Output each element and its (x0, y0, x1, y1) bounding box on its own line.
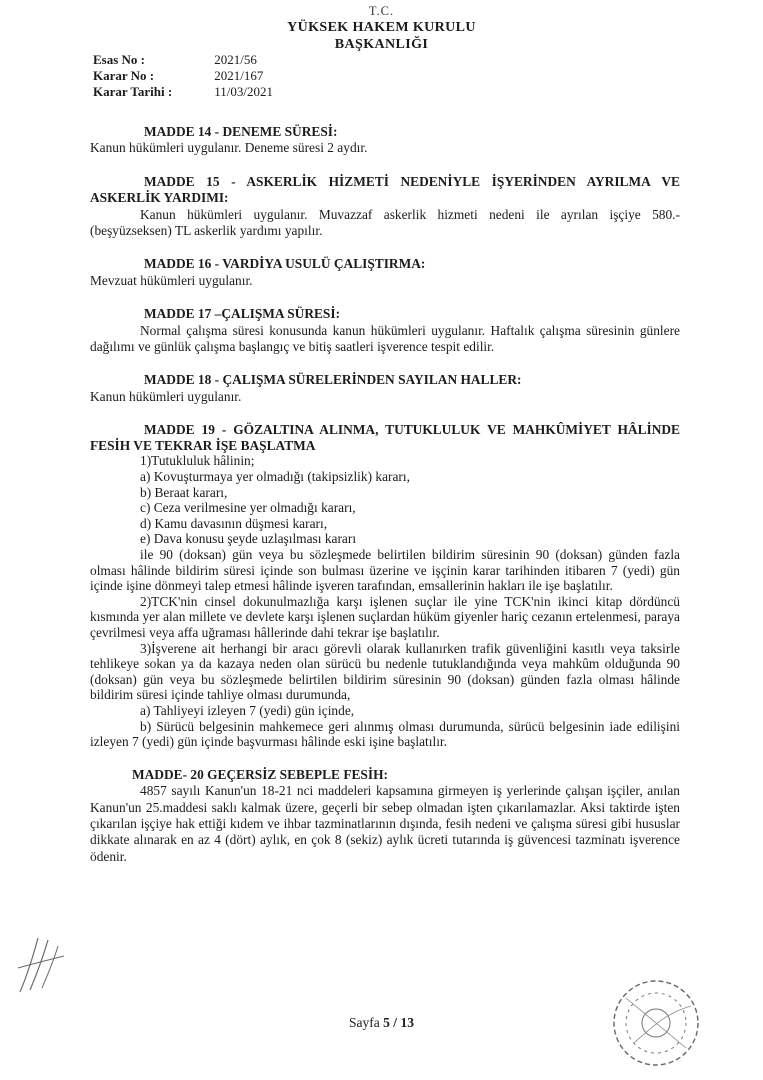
list-item: a) Kovuşturmaya yer olmadığı (takipsizlik) kararı, (140, 469, 410, 485)
page-label: Sayfa (349, 1015, 380, 1030)
list-item: e) Dava konusu şeyde uzlaşılması kararı (140, 531, 357, 547)
article-19-item-b: b) Sürücü belgesinin mahkemece geri alınmış olması durumunda, sürücü belgesinin iade edilişini izleyen 7 (yedi) gün içinde başvurması hâlinde eski işine başlatılır. (90, 718, 680, 750)
article-16 (90, 256, 680, 289)
esas-value: 2021/56 (214, 52, 257, 67)
esas-row (93, 52, 273, 68)
article-20 (90, 767, 680, 865)
article-20-title: MADDE- 20 GEÇERSİZ SEBEPLE FESİH: (132, 766, 388, 782)
article-18-title: MADDE 18 - ÇALIŞMA SÜRELERİNDEN SAYILAN HALLER: (144, 372, 522, 388)
country-label: T.C. (368, 4, 395, 18)
document-header (0, 4, 763, 53)
tarih-row (93, 84, 273, 100)
article-17-body: Normal çalışma süresi konusunda kanun hükümleri uygulanır. Haftalık çalışma süresinin günlere dağılımı ve günlük çalışma başlangıç ve bitiş saatleri işverence tespit edilir. (90, 322, 680, 355)
tarih-value: 11/03/2021 (214, 84, 273, 99)
page-current: 5 (383, 1015, 390, 1030)
karar-value: 2021/167 (214, 68, 264, 83)
article-19-list (140, 469, 680, 547)
article-19-intro: 1)Tutukluluk hâlinin; (140, 453, 255, 469)
article-14-title: MADDE 14 - DENEME SÜRESİ: (144, 124, 338, 139)
article-18-body: Kanun hükümleri uygulanır. (90, 388, 242, 404)
page-separator: / (393, 1015, 398, 1030)
article-15 (90, 174, 680, 240)
page-footer (0, 1015, 763, 1031)
article-19-paragraph-1: ile 90 (doksan) gün veya bu sözleşmede belirtilen bildirim süresinin 90 (doksan) günden fazla olması hâlinde bildirim süresi içinde son bulması üzerine ve işçinin karar tarihinden itibaren 7 (yedi) gün içinde işine dönmeyi talep etmesi hâlinde işveren tarafından, emsallerinin hakları ile işe başlatılır. (90, 547, 680, 594)
article-19-paragraph-3: 3)İşverene ait herhangi bir aracı görevli olarak kullanırken trafik güvenliğini kasıtlı veya taksirle tehlikeye sokan ya da kazaya neden olan sürücü bu nedenle tutuklandığında veya mahkûm olduğunda 90 (doksan) gün veya bu sözleşmede belirtilen bildirim süresinin 90 (doksan) günden fazla olması hâlinde bildirim süresi içinde tahliye olması durumunda, (90, 640, 680, 703)
handwritten-signature (14, 930, 70, 1001)
page-total: 13 (400, 1015, 414, 1030)
karar-row (93, 68, 273, 84)
article-14 (90, 124, 680, 157)
article-19-item-a: a) Tahliyeyi izleyen 7 (yedi) gün içinde, (140, 702, 355, 718)
article-18 (90, 372, 680, 405)
institution-name: YÜKSEK HAKEM KURULU (287, 20, 476, 35)
article-19-paragraph-2: 2)TCK'nin cinsel dokunulmazlığa karşı işlenen suçlar ile yine TCK'nin ikinci kitap dördüncü kısmında yer alan millete ve devlete karşı işlenen suçlardan hüküm giyenler hariç cezanın ertelenmesi, paraya çevrilmesi veya affa uğraması hâllerinde dahi tekrar işe başlatılır. (90, 593, 680, 640)
article-16-body: Mevzuat hükümleri uygulanır. (90, 272, 253, 288)
article-14-body: Kanun hükümleri uygulanır. Deneme süresi 2 aydır. (90, 140, 368, 156)
article-15-body: Kanun hükümleri uygulanır. Muvazzaf askerlik hizmeti nedeni ile ayrılan işçiye 580.-(beşyüzseksen) TL askerlik yardımı yapılır. (90, 206, 680, 239)
article-19-title: MADDE 19 - GÖZALTINA ALINMA, TUTUKLULUK VE MAHKÛMİYET HÂLİNDE FESİH VE TEKRAR İŞE BAŞLATMA (90, 422, 680, 453)
article-17 (90, 306, 680, 355)
article-17-title: MADDE 17 –ÇALIŞMA SÜRESİ: (144, 306, 341, 322)
list-item: c) Ceza verilmesine yer olmadığı kararı, (140, 500, 356, 516)
article-15-title: MADDE 15 - ASKERLİK HİZMETİ NEDENİYLE İŞYERİNDEN AYRILMA VE ASKERLİK YARDIMI: (90, 173, 680, 206)
office-name: BAŞKANLIĞI (334, 37, 429, 52)
list-item: b) Beraat kararı, (140, 484, 228, 500)
article-19 (90, 422, 680, 749)
document-body (90, 124, 680, 882)
tarih-label: Karar Tarihi : (93, 84, 173, 99)
article-20-body: 4857 sayılı Kanun'un 18-21 nci maddeleri kapsamına girmeyen iş yerlerinde çalışan işçiler, anılan Kanun'un 25.maddesi saklı kalmak üzere, geçerli bir sebep olmadan işten çıkarılamazlar. Aksi taktirde işten çıkarılan işçiye hak ettiği kıdem ve ihbar tazminatlarının dışında, fesih nedeni ve çalışma süresi gibi hususlar dikkate alınarak en az 4 (dört) aylık, en çok 8 (sekiz) aylık ücreti tutarında iş güvencesi tazminatı işverence ödenir. (90, 783, 680, 864)
esas-label: Esas No : (93, 52, 146, 67)
list-item: d) Kamu davasının düşmesi kararı, (140, 515, 328, 531)
karar-label: Karar No : (93, 68, 155, 83)
case-metadata (93, 52, 273, 100)
article-16-title: MADDE 16 - VARDİYA USULÜ ÇALIŞTIRMA: (144, 256, 426, 272)
